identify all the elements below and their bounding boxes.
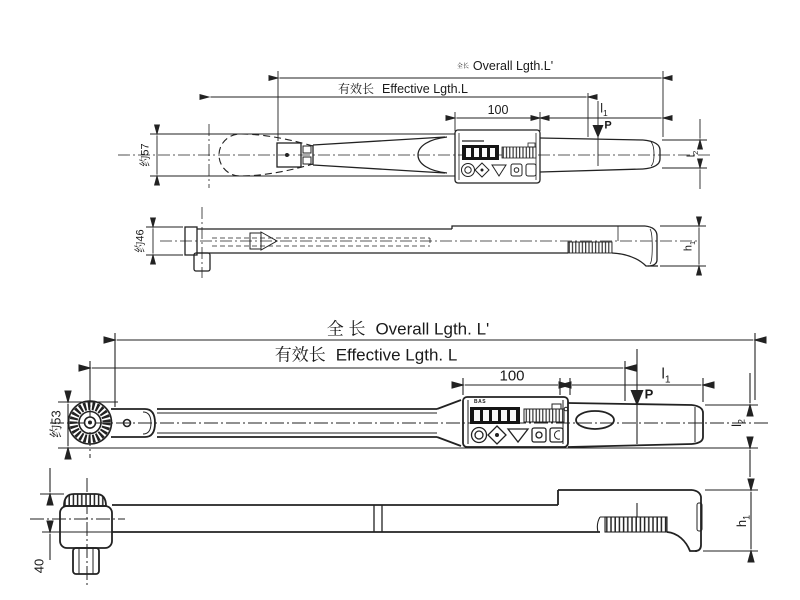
top-dim-l2-label: $l_2$ bbox=[685, 150, 700, 158]
square-button-icon bbox=[511, 164, 522, 176]
square-drive-side bbox=[73, 548, 99, 574]
top-dim-100-label: 100 bbox=[487, 102, 509, 117]
top-dim-l1-label: $l_1$ bbox=[600, 101, 608, 118]
display-module-small bbox=[455, 130, 540, 183]
round-button-icon bbox=[472, 428, 487, 443]
clear-button-icon bbox=[550, 428, 563, 442]
bottom-dim-l2-label: $l_2$ bbox=[728, 419, 747, 427]
bottom-effective-length-label: 有效长 Effective Lgth. L bbox=[274, 345, 458, 365]
grip-ribs bbox=[605, 517, 667, 532]
bottom-drive-offset-label: 40 bbox=[31, 558, 47, 574]
top-load-point-label: P bbox=[604, 119, 612, 132]
ratchet-head bbox=[69, 401, 112, 444]
top-overall-length-label: 全长 Overall Lgth.L' bbox=[456, 58, 554, 73]
bottom-drawing-side-view bbox=[30, 468, 758, 588]
top-effective-length-label: 有效长 Effective Lgth.L bbox=[338, 81, 468, 96]
bottom-head-width-label: 约53 bbox=[48, 410, 64, 438]
top-dim-h1-label: $h_1$ bbox=[682, 240, 697, 252]
head-knurled-cap bbox=[64, 494, 106, 506]
bottom-load-point-label: P bbox=[644, 386, 654, 402]
top-drawing-side-view bbox=[146, 207, 706, 278]
handle-tube-large bbox=[568, 403, 703, 447]
bottom-drawing bbox=[30, 333, 770, 588]
top-drawing bbox=[118, 71, 712, 278]
top-head-width-label: 约57 bbox=[139, 143, 152, 167]
head-body-side bbox=[60, 506, 112, 548]
display-brand-label: BAS bbox=[474, 399, 487, 405]
square-button-icon bbox=[532, 428, 546, 442]
load-point-marker bbox=[631, 349, 644, 444]
segment-bar-small bbox=[502, 147, 536, 158]
grip-ribs-small bbox=[568, 242, 612, 253]
button-row bbox=[472, 426, 564, 444]
clear-button-icon bbox=[526, 164, 536, 176]
button-row-small bbox=[462, 163, 537, 177]
down-arrow-button-icon bbox=[508, 429, 528, 442]
bottom-dim-h1-label: $h_1$ bbox=[733, 514, 752, 528]
top-side-height-label: 约46 bbox=[134, 229, 147, 253]
bottom-dim-100-label: 100 bbox=[499, 367, 525, 385]
down-arrow-button-icon bbox=[492, 165, 506, 176]
round-button-icon bbox=[462, 164, 475, 177]
segment-bar bbox=[524, 409, 564, 422]
bottom-dim-l1-label: $l_1$ bbox=[661, 365, 671, 386]
handle-oval-opening bbox=[576, 411, 614, 429]
bottom-overall-length-label: 全 长 Overall Lgth. L' bbox=[326, 319, 490, 339]
